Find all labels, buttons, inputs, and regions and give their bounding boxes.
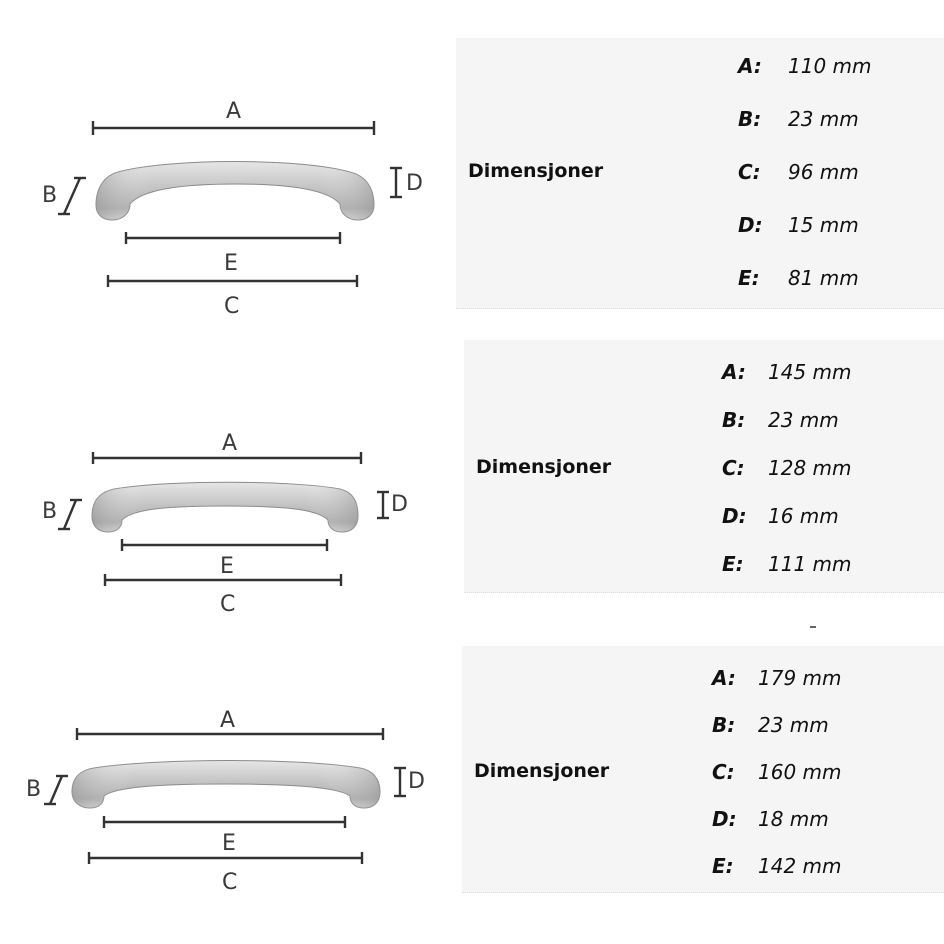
spec-row-b: B: 23 mm — [712, 713, 829, 737]
spec-row-c: C: 96 mm — [738, 160, 859, 184]
dimension-d-label: D — [391, 492, 408, 517]
spec-row-a: A: 179 mm — [712, 666, 842, 690]
dimension-e-label: E — [222, 831, 236, 856]
handle-image — [92, 482, 358, 532]
handle-diagram-2 — [0, 330, 440, 620]
spec-row-a: A: 145 mm — [722, 360, 852, 384]
dimensions-heading: Dimensjoner — [468, 160, 604, 182]
spec-row-b: B: 23 mm — [722, 408, 839, 432]
spec-row-c: C: 160 mm — [712, 760, 842, 784]
spec-row-e: E: 142 mm — [712, 854, 842, 878]
spec-row-c: C: 128 mm — [722, 456, 852, 480]
dimension-d-label: D — [406, 171, 423, 196]
dimension-e-label: E — [224, 251, 238, 276]
handle-image — [72, 761, 380, 809]
dimension-d-label: D — [408, 769, 425, 794]
dimension-c-label: C — [222, 870, 238, 895]
handle-diagram-1 — [0, 0, 440, 320]
dimension-b-label: B — [26, 777, 42, 802]
dimension-c-label: C — [224, 294, 240, 319]
product-block-1 — [0, 0, 944, 320]
dimensions-panel-1 — [456, 38, 944, 309]
divider-mark — [810, 626, 816, 628]
dimension-e-label: E — [220, 554, 234, 579]
spec-row-e: E: 81 mm — [738, 266, 859, 290]
product-block-3 — [0, 640, 944, 940]
spec-row-e: E: 111 mm — [722, 552, 852, 576]
product-block-2 — [0, 330, 944, 620]
dimensions-heading: Dimensjoner — [476, 456, 612, 478]
dimensions-panel-2 — [464, 340, 944, 593]
dimensions-heading: Dimensjoner — [474, 760, 610, 782]
dimension-b-label: B — [42, 183, 58, 208]
dimension-c-label: C — [220, 592, 236, 617]
dimension-a-label: A — [220, 708, 236, 733]
dimension-b-label: B — [42, 499, 58, 524]
handle-diagram-3 — [0, 640, 440, 940]
handle-image — [96, 162, 374, 221]
dimension-a-label: A — [226, 99, 242, 124]
dimensions-panel-3 — [462, 646, 944, 893]
spec-row-d: D: 18 mm — [712, 807, 829, 831]
spec-row-a: A: 110 mm — [738, 54, 872, 78]
dimension-a-label: A — [222, 431, 238, 456]
spec-row-b: B: 23 mm — [738, 107, 859, 131]
spec-row-d: D: 15 mm — [738, 213, 859, 237]
spec-row-d: D: 16 mm — [722, 504, 839, 528]
